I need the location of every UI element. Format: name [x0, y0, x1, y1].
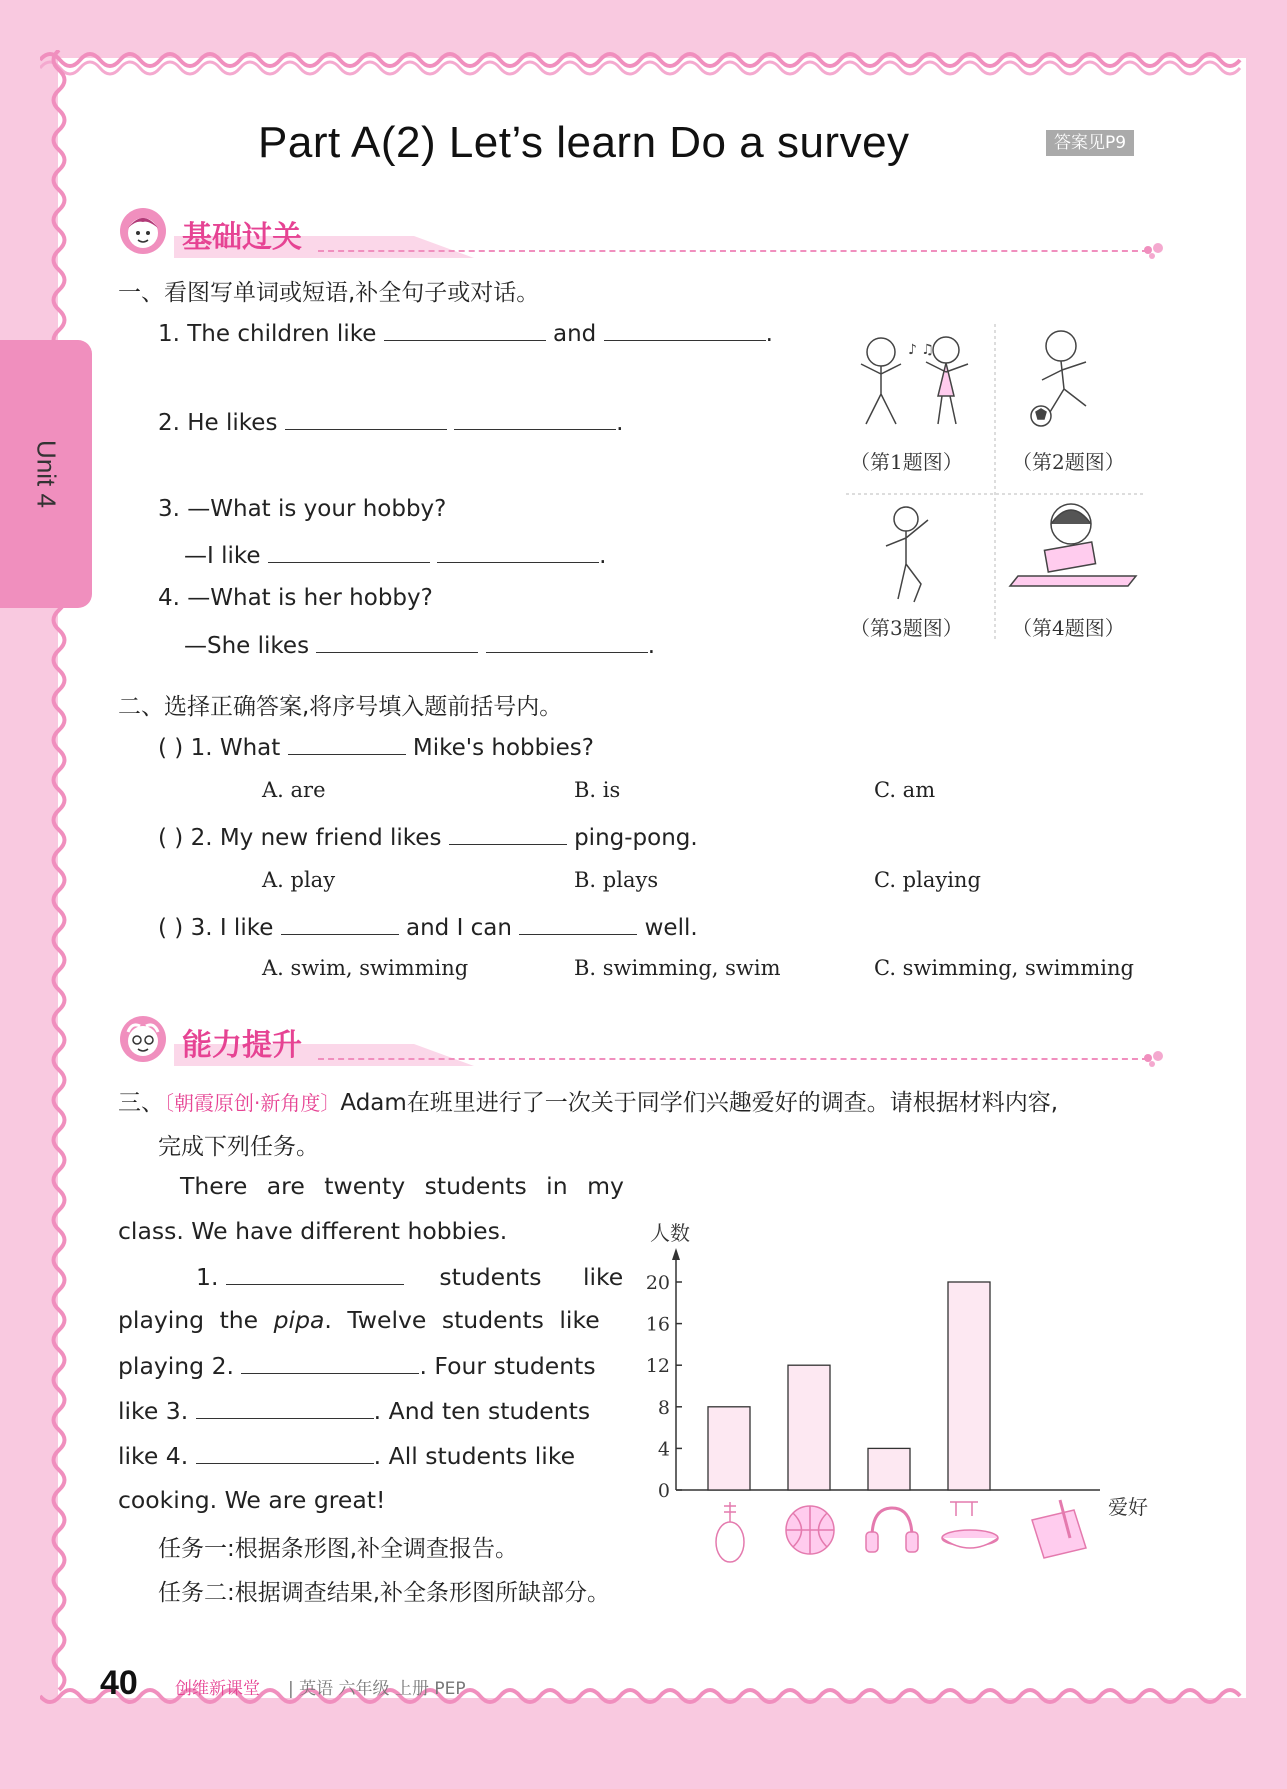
footer-info: | 英语 六年级 上册 PEP	[288, 1679, 466, 1699]
cooking-icon	[942, 1502, 998, 1548]
answer-blank[interactable]	[316, 630, 478, 653]
caption-3: （第3题图）	[850, 616, 963, 640]
passage-line-6: like 3. . And ten students	[118, 1397, 591, 1425]
passage-line-8: cooking. We are great!	[118, 1486, 386, 1514]
dashed-divider	[318, 1058, 1148, 1060]
footer-brand: 创维新课堂	[175, 1679, 260, 1699]
q3-instruction-cont: 完成下列任务。	[158, 1134, 319, 1160]
caption-1: （第1题图）	[850, 450, 963, 474]
unit-tab-label: Unit 4	[31, 440, 62, 508]
answer-blank[interactable]	[281, 912, 399, 935]
headphones-icon	[866, 1508, 918, 1552]
bar-pipa	[708, 1407, 750, 1490]
answer-blank[interactable]	[604, 318, 766, 341]
y-tick-label-1: 4	[657, 1438, 670, 1461]
passage-line-3: 1. students like	[196, 1263, 624, 1291]
q2-3-option-b: B. swimming, swim	[574, 956, 781, 980]
answer-blank[interactable]	[449, 822, 567, 845]
y-tick-label-4: 16	[645, 1313, 670, 1336]
pipa-icon	[716, 1502, 744, 1562]
q2-1-option-a: A. are	[262, 778, 326, 802]
q1-item-1: 1. The children like and .	[158, 318, 773, 347]
answer-blank[interactable]	[519, 912, 637, 935]
section-label-advanced: 能力提升	[182, 1028, 302, 1063]
svg-text:♪ ♫: ♪ ♫	[908, 342, 934, 358]
task-2: 任务二:根据调查结果,补全条形图所缺部分。	[158, 1580, 611, 1606]
y-tick-label-5: 20	[645, 1272, 670, 1294]
passage-line-1: There are twenty students in my	[180, 1172, 624, 1200]
answer-blank[interactable]	[454, 407, 616, 430]
q1-item-3-question: 3. —What is your hobby?	[158, 496, 447, 522]
dashed-divider	[318, 250, 1148, 252]
picture-grid	[846, 324, 1144, 640]
q2-2-option-a: A. play	[262, 868, 336, 892]
wave-border-top	[40, 44, 1250, 76]
answer-blank[interactable]	[241, 1351, 419, 1374]
bar-cooking	[948, 1282, 990, 1490]
section-label-basic: 基础过关	[182, 220, 302, 255]
chart-ylabel: 人数	[650, 1221, 690, 1245]
chart-xlabel: 爱好	[1108, 1495, 1148, 1519]
q1-item-4-question: 4. —What is her hobby?	[158, 585, 433, 611]
q1-item-2: 2. He likes .	[158, 407, 623, 436]
hobby-bar-chart	[630, 1220, 1170, 1580]
children-dancing-icon	[861, 337, 968, 424]
girl-avatar-icon	[118, 206, 168, 256]
q3-instruction: 三、〔朝霞原创·新角度〕Adam在班里进行了一次关于同学们兴趣爱好的调查。请根据材料内容,	[118, 1090, 1059, 1116]
answer-paren[interactable]: ( )	[158, 825, 184, 851]
section-heading-advanced	[118, 1012, 1168, 1068]
q3-source-tag: 〔朝霞原创·新角度〕	[164, 1091, 341, 1115]
wave-border-left	[44, 50, 74, 1700]
q1-picture-panel	[846, 324, 1144, 640]
answer-paren[interactable]: ( )	[158, 915, 184, 941]
answer-reference-badge: 答案见P9	[1046, 130, 1134, 156]
girl-reading-icon	[1010, 504, 1136, 586]
answer-blank[interactable]	[486, 630, 648, 653]
q2-item-1: ( ) 1. What Mike's hobbies?	[158, 732, 594, 761]
answer-blank[interactable]	[437, 540, 599, 563]
passage-line-4: playing the pipa. Twelve students like	[118, 1306, 600, 1334]
y-tick-label-2: 8	[657, 1396, 670, 1419]
unit-side-tab	[0, 340, 92, 608]
answer-blank[interactable]	[384, 318, 546, 341]
section-heading-basic	[118, 204, 1168, 260]
answer-blank[interactable]	[196, 1396, 374, 1419]
q2-item-3: ( ) 3. I like and I can well.	[158, 912, 698, 941]
bar-music	[868, 1448, 910, 1490]
chart-y-arrow	[672, 1248, 680, 1260]
task-1: 任务一:根据条形图,补全调查报告。	[158, 1536, 519, 1562]
decor-dots	[1142, 240, 1168, 260]
page-number: 40	[100, 1664, 138, 1702]
passage-line-5: playing 2. . Four students	[118, 1352, 596, 1380]
q2-item-2: ( ) 2. My new friend likes ping-pong.	[158, 822, 698, 851]
answer-paren[interactable]: ( )	[158, 735, 184, 761]
answer-blank[interactable]	[268, 540, 430, 563]
answer-blank[interactable]	[196, 1441, 374, 1464]
bar-basketball	[788, 1365, 830, 1490]
caption-4: （第4题图）	[1012, 616, 1125, 640]
q2-2-option-c: C. playing	[874, 868, 981, 892]
q1-item-3-answer: —I like .	[184, 540, 606, 569]
decor-dots	[1142, 1048, 1168, 1068]
answer-blank[interactable]	[226, 1262, 404, 1285]
q2-2-option-b: B. plays	[574, 868, 659, 892]
answer-blank[interactable]	[285, 407, 447, 430]
answer-blank[interactable]	[288, 732, 406, 755]
q2-instruction: 二、选择正确答案,将序号填入题前括号内。	[118, 694, 563, 720]
y-tick-label-0: 0	[657, 1480, 670, 1502]
q2-1-option-b: B. is	[574, 778, 621, 802]
q2-1-option-c: C. am	[874, 778, 936, 802]
q1-item-4-answer: —She likes .	[184, 630, 655, 659]
q2-3-option-c: C. swimming, swimming	[874, 956, 1134, 980]
boy-dancing-icon	[886, 507, 928, 602]
professor-avatar-icon	[118, 1014, 168, 1064]
drawing-icon	[1032, 1500, 1086, 1558]
q2-3-option-a: A. swim, swimming	[262, 956, 469, 980]
y-tick-label-3: 12	[645, 1355, 670, 1378]
page-title: Part A(2) Let’s learn Do a survey	[258, 118, 910, 167]
boy-football-icon	[1031, 331, 1086, 426]
passage-line-7: like 4. . All students like	[118, 1442, 576, 1470]
passage-line-2: class. We have different hobbies.	[118, 1217, 508, 1245]
basketball-icon	[786, 1506, 834, 1554]
q1-instruction: 一、看图写单词或短语,补全句子或对话。	[118, 280, 540, 306]
caption-2: （第2题图）	[1012, 450, 1125, 474]
